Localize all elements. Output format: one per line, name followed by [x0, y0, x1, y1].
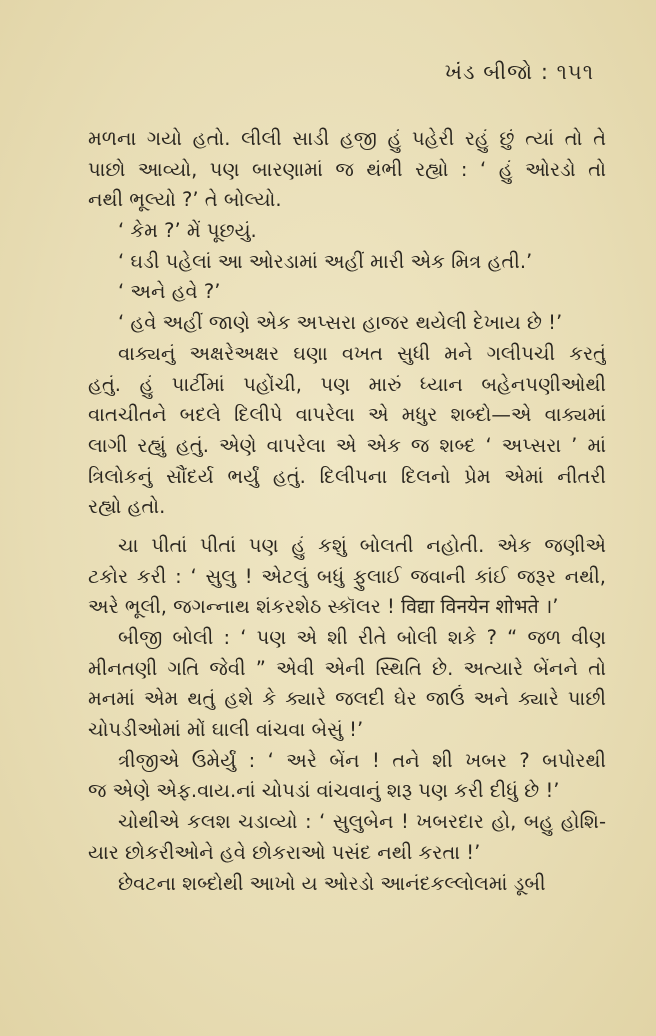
text-line: ત્રિલોકનું સૌંદર્ય ભર્યું હતું. દિલીપના દિલનો પ્રેમ એમાં નીતરી — [88, 464, 606, 488]
text-line: નથી ભૂલ્યો ?’ તે બોલ્યો. — [88, 188, 282, 212]
text-line: ‘ અને હવે ?’ — [118, 280, 221, 304]
text-line: હતું. હું પાર્ટીમાં પહોંચી, પણ મારું ધ્યાન બહેનપણીઓથી — [88, 372, 606, 396]
text-line: ચોથીએ કલશ ચડાવ્યો : ‘ સુલુબેન ! ખબરદાર હો, બહુ હોશિ- — [118, 810, 606, 834]
text-line: વાતચીતને બદલે દિલીપે વાપરેલા એ મધુર શબ્દો—એ વાક્યમાં — [88, 403, 606, 427]
text-line: ચા પીતાં પીતાં પણ હું કશું બોલતી નહોતી. એક જણીએ — [118, 533, 606, 557]
text-line: વાક્યનું અક્ષરેઅક્ષર ઘણા વખત સુધી મને ગલીપચી કરતું — [118, 341, 606, 365]
text-line: લાગી રહ્યું હતું. એણે વાપરેલા એ એક જ શબ્દ ‘ અપ્સરા ’ માં — [88, 433, 606, 457]
running-head: ખંડ બીજો : ૧૫૧ — [444, 60, 594, 84]
text-line: ‘ કેમ ?’ મેં પૂછયું. — [118, 219, 257, 243]
text-line: અરે ભૂલી, જગન્નાથ શંકરશેઠ સ્કૉલર ! विद्या विनयेन शोभते ।’ — [88, 595, 559, 619]
body-text — [88, 124, 606, 899]
text-line: મીનતણી ગતિ જેવી ” એવી એની સ્થિતિ છે. અત્યારે બેંનને તો — [88, 656, 606, 680]
text-line: ‘ હવે અહીં જાણે એક અપ્સરા હાજર થયેલી દેખાય છે !’ — [118, 311, 563, 335]
text-line: છેવટના શબ્દોથી આખો ય ઓરડો આનંદકલ્લોલમાં ડૂબી — [118, 871, 546, 895]
text-line: યાર છોકરીઓને હવે છોકરાઓ પસંદ નથી કરતા !’ — [88, 840, 481, 864]
text-line: ટકોર કરી : ‘ સુલુ ! એટલું બધું ફુલાઈ જવાની કાંઈ જરૂર નથી, — [88, 564, 606, 588]
text-line: મળના ગયો હતો. લીલી સાડી હજી હું પહેરી રહું છું ત્યાં તો તે — [88, 127, 606, 150]
text-line: જ એણે એફ.વાય.નાં ચોપડાં વાંચવાનું શરૂ પણ કરી દીધું છે !’ — [88, 779, 560, 803]
text-line: પાછો આવ્યો, પણ બારણામાં જ થંભી રહ્યો : ‘ હું ઓરડો તો — [88, 157, 606, 181]
text-line: ‘ ઘડી પહેલાં આ ઓરડામાં અહીં મારી એક મિત્ર હતી.’ — [118, 249, 533, 273]
text-line: મનમાં એમ થતું હશે કે ક્યારે જલદી ઘેર જાઉં અને ક્યારે પાછી — [88, 687, 606, 711]
text-line: ચોપડીઓમાં મોં ઘાલી વાંચવા બેસું !’ — [88, 718, 364, 742]
text-line: બીજી બોલી : ‘ પણ એ શી રીતે બોલી શકે ? “ જળ વીણ — [118, 626, 606, 649]
text-line: ત્રીજીએ ઉમેર્યું : ‘ અરે બેંન ! તને શી ખબર ? બપોરથી — [118, 748, 606, 772]
text-line: રહ્યો હતો. — [88, 495, 166, 519]
